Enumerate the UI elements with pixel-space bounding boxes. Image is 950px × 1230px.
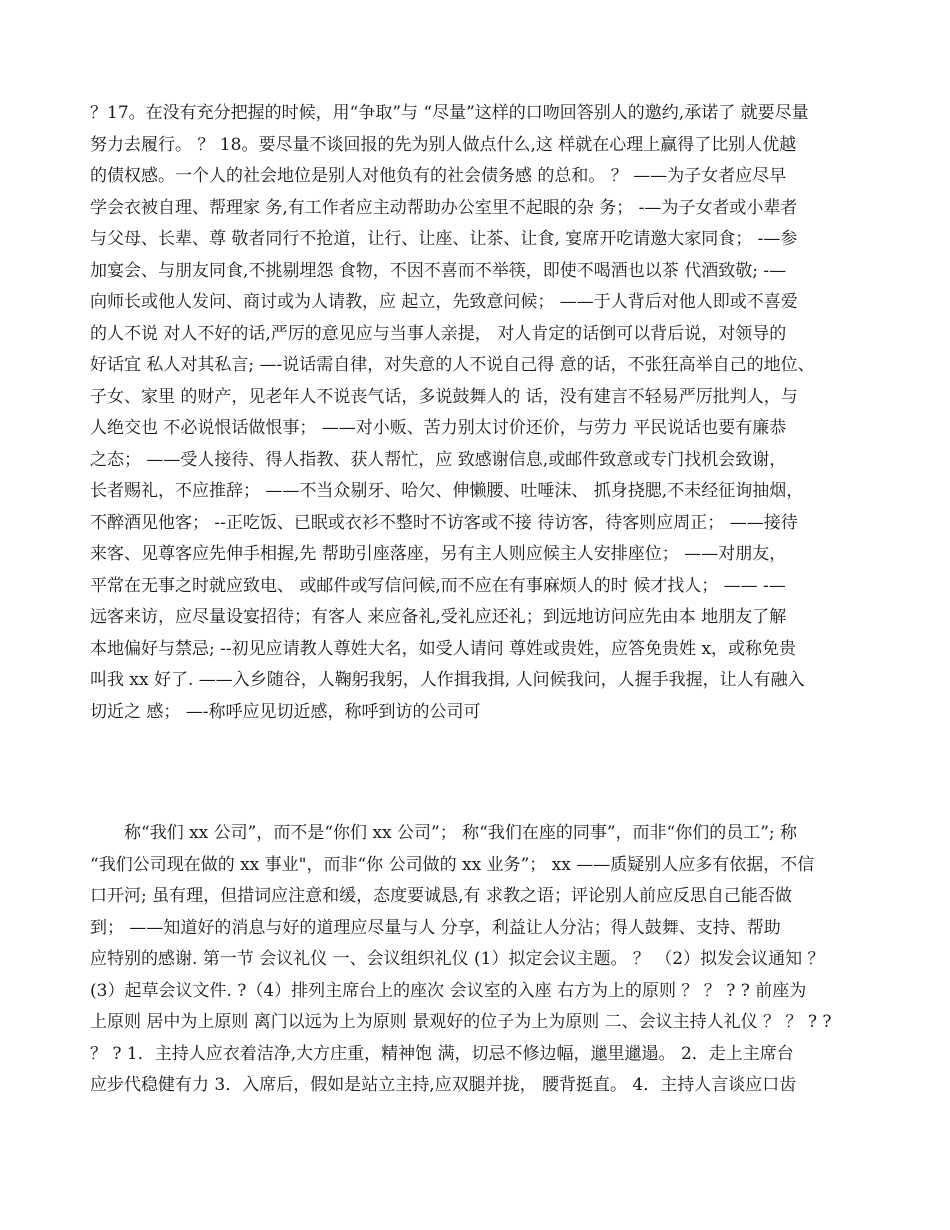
text-line: 切近之 感； —-称呼应见切近感，称呼到访的公司可	[90, 701, 481, 722]
text-line: 叫我 xx 好了. ——入乡随谷，人鞠躬我躬，人作揖我揖, 人问候我问，人握手我握，让人有融入	[90, 670, 805, 690]
paragraph	[90, 818, 862, 1102]
text-line: 子女、家里 的财产，见老年人不说丧气话，多说鼓舞人的 话，没有建言不轻易严厉批判人，与	[90, 386, 798, 407]
text-line: 的人不说 对人不好的话,严厉的意见应与当事人亲提， 对人肯定的话倒可以背后说，对领导的	[90, 323, 787, 344]
text-line: 长者赐礼，不应推辞； ——不当众剔牙、哈欠、伸懒腰、吐唾沫、 抓身挠腮,不未经征询抽烟，	[90, 481, 804, 501]
text-line: 加宴会、与朋友同食,不挑剔埋怨 食物，不因不喜而不举筷，即使不喝酒也以茶 代酒致敬; -—	[90, 260, 787, 281]
text-line: ？17。在没有充分把握的时候，用“争取”与 “尽量”这样的口吻回答别人的邀约,承诺了 就要尽量	[90, 103, 809, 123]
text-line: 称“我们 xx 公司”，而不是“你们 xx 公司”； 称“我们在座的同事”，而非“你们的员工”; 称	[90, 823, 798, 843]
text-line: 来客、见尊客应先伸手相握,先 帮助引座落座，另有主人则应候主人安排座位； ——对朋友，	[90, 544, 787, 564]
text-line: 努力去履行。 ？ 18。要尽量不谈回报的先为别人做点什么,这 样就在心理上赢得了比别人优越	[90, 134, 797, 155]
text-line: 向师长或他人发问、商讨或为人请教，应 起立，先致意问候； ——于人背后对他人即或不喜爱	[90, 292, 798, 312]
text-line: 本地偏好与禁忌; --初见应请教人尊姓大名，如受人请问 尊姓或贵姓，应答免贵姓 x，或称免贵	[90, 638, 797, 659]
text-line: ？ ? 1．主持人应衣着洁净,大方庄重，精神饱 满，切忌不修边幅，邋里邋遢。 2．走上主席台	[90, 1043, 794, 1064]
text-line: (3）起草会议文件. ?（4）排列主席台上的座次 会议室的入座 右方为上的原则 ？ ？ ? ? 前座为	[90, 980, 807, 1001]
text-line: 之态； ——受人接待、得人指教、获人帮忙，应 致感谢信息,或邮件致意或专门找机会致谢，	[90, 449, 787, 470]
text-line: 与父母、长辈、尊 敬者同行不抢道，让行、让座、让茶、让食, 宴席开吃请邀大家同食； -—参	[90, 229, 798, 249]
text-line: 好话宜 私人对其私言; —-说话需自律，对失意的人不说自己得 意的话，不张狂高举自己的地位、	[90, 355, 815, 375]
text-line: 口开河; 虽有理，但措词应注意和缓，态度要诚恳,有 求教之语；评论别人前应反思自己能否做	[90, 886, 792, 906]
text-line: 上原则 居中为上原则 离门以远为上为原则 景观好的位子为上为原则 二、会议主持人礼仪 ？ ？ ? ?	[90, 1012, 832, 1032]
text-line: 的债权感。一个人的社会地位是别人对他负有的社会债务感 的总和。 ？ ——为子女者应尽早	[90, 166, 787, 186]
text-line: 应特别的感谢. 第一节 会议礼仪 一、会议组织礼仪 (1）拟定会议主题。 ？ （2）拟发会议通知 ？	[90, 949, 825, 969]
text-line: 人绝交也 不必说恨话做恨事； ——对小贩、苦力别太讨价还价，与劳力 平民说话也要有廉恭	[90, 418, 787, 438]
text-line: 平常在无事之时就应致电、 或邮件或写信问候,而不应在有事麻烦人的时 候才找人； —— -—	[90, 575, 786, 596]
text-line: 不醉酒见他客； --正吃饭、已眠或衣衫不整时不访客或不接 待访客，待客则应周正； ——接待	[90, 512, 798, 533]
text-line: 学会衣被自理、帮理家 务,有工作者应主动帮助办公室里不起眼的杂 务； -—为子女者或小辈者	[90, 197, 798, 218]
text-line: 应步代稳健有力 3．入席后，假如是站立主持,应双腿并拢， 腰背挺直。 4．主持人言谈应口齿	[90, 1075, 797, 1095]
text-line: 远客来访，应尽量设宴招待；有客人 来应备礼,受礼应还礼；到远地访问应先由本 地朋友了解	[90, 607, 787, 627]
text-line: “我们公司现在做的 xx 事业"，而非“你 公司做的 xx 业务”； xx ——质疑别人应多有依据，不信	[90, 854, 815, 875]
text-line: 到； ——知道好的消息与好的道理应尽量与人 分享，利益让人分沾；得人鼓舞、支持、帮助	[90, 917, 781, 938]
paragraph	[90, 98, 862, 728]
